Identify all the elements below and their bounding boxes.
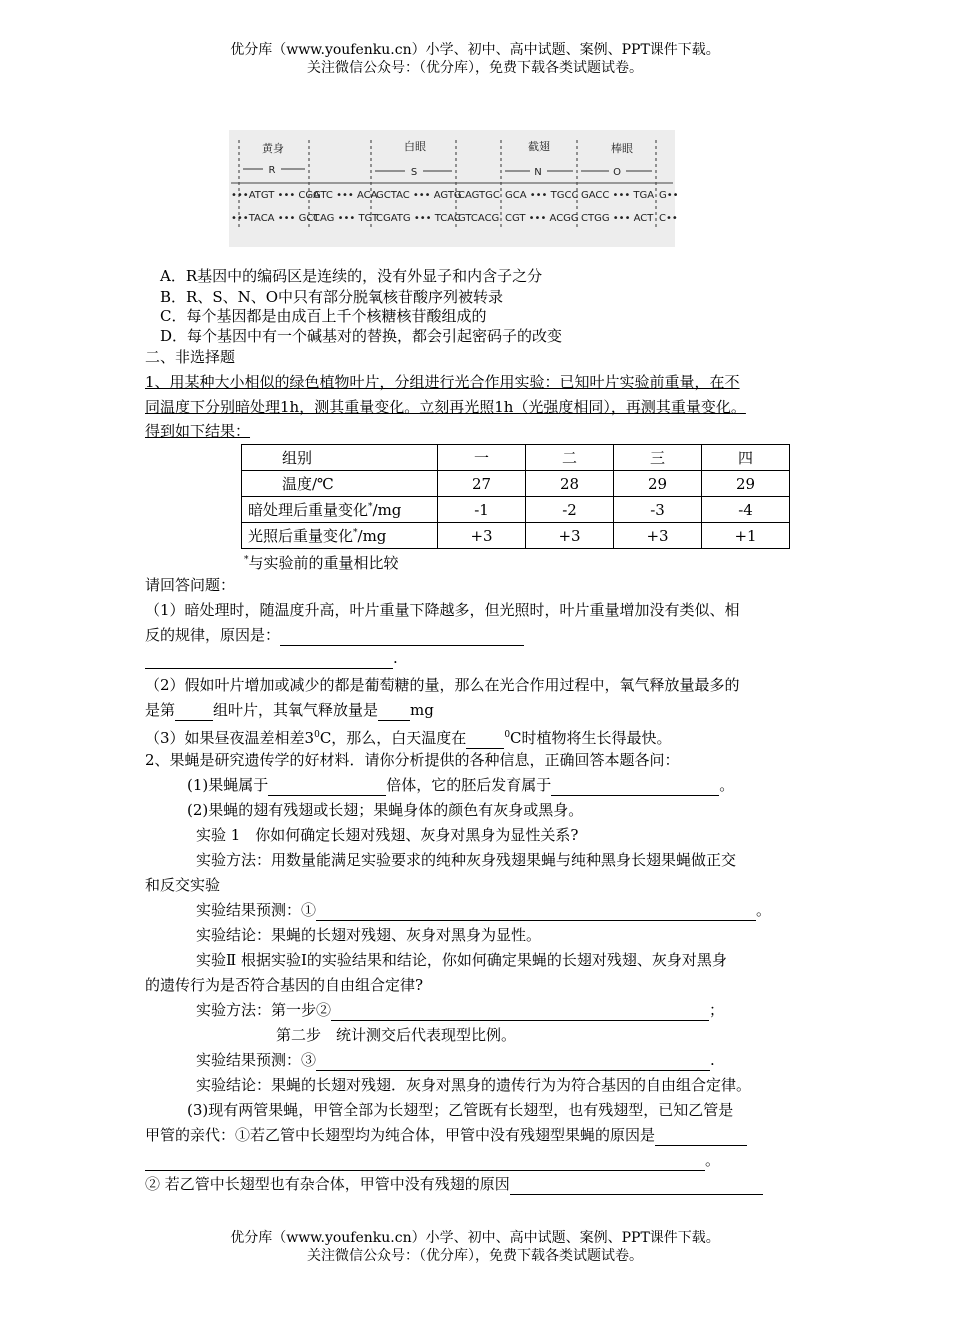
gene-sequence-figure <box>229 130 679 247</box>
q1-stem-1: 1、用某种大小相似的绿色植物叶片，分组进行光合作用实验：已知叶片实验前重量，在不 <box>145 373 740 391</box>
answer-blank[interactable] <box>655 1129 747 1146</box>
table-cell: 四 <box>702 445 790 471</box>
q1-part2-text: 是第 <box>145 701 176 719</box>
bottom-strand-seg: •••TACA ••• GCT <box>231 213 320 224</box>
q1-ask: 请回答问题： <box>145 576 236 594</box>
q2-sub3-b-text: 甲管的亲代：①若乙管中长翅型均为纯合体，甲管中没有残翅型果蝇的原因是 <box>145 1126 656 1144</box>
table-cell: -3 <box>614 497 702 523</box>
table-row <box>242 445 790 471</box>
exp1-method-a: 实验方法：用数量能满足实验要求的纯种灰身残翅果蝇与纯种黑身长翅果蝇做正交 <box>196 851 737 869</box>
q2-sub3-a: (3)现有两管果蝇，甲管全部为长翅型；乙管既有长翅型，也有残翅型，已知乙管是 <box>187 1101 734 1119</box>
top-strand-seg: •••ATGT ••• CGA <box>231 190 320 201</box>
q1-part2-b <box>145 699 825 721</box>
exp2-title-b: 的遗传行为是否符合基因的自由组合定律? <box>145 976 424 994</box>
option-d: D．每个基因中有一个碱基对的替换，都会引起密码子的改变 <box>160 327 563 345</box>
q2-sub3-c <box>145 1149 825 1171</box>
table-cell <box>242 497 438 523</box>
gene-letter-o: O <box>613 167 621 178</box>
table-cell: +1 <box>702 523 790 549</box>
table-cell <box>242 523 438 549</box>
answer-blank[interactable] <box>378 704 410 721</box>
table-row <box>242 471 790 497</box>
answer-blank[interactable] <box>280 629 524 646</box>
answer-blank[interactable] <box>331 1004 709 1021</box>
answer-blank[interactable] <box>316 904 756 921</box>
gene-name-bar: 棒眼 <box>611 142 633 155</box>
answer-blank[interactable] <box>510 1178 763 1195</box>
q2-sub3-d-text: ② 若乙管中长翅型也有杂合体，甲管中没有残翅的原因 <box>145 1175 510 1193</box>
option-a: A．R基因中的编码区是连续的，没有外显子和内含子之分 <box>160 267 543 285</box>
q1-part1-b <box>145 624 825 646</box>
exp2-step1-text: 实验方法：第一步② <box>196 1001 332 1019</box>
q2-stem: 2、果蝇是研究遗传学的好材料．请你分析提供的各种信息，正确回答本题各问： <box>145 751 680 769</box>
top-strand-seg: GACC ••• TGA <box>581 190 655 201</box>
gene-name-yellow: 黄身 <box>262 142 284 155</box>
exp2-prediction-text: 实验结果预测：③ <box>196 1051 317 1069</box>
dark-label: 暗处理后重量变化 <box>248 501 369 519</box>
bottom-strand-seg: CGATG ••• TCAC <box>376 213 461 224</box>
exp1-title: 实验 1 你如何确定长翅对残翅、灰身对黑身为显性关系? <box>196 826 579 844</box>
exp1-prediction-end: 。 <box>756 901 772 919</box>
top-strand-seg: GCTAC ••• AGTG <box>376 190 462 201</box>
exp2-step1-end: ； <box>709 1001 725 1019</box>
q2-sub1-text: 倍体，它的胚后发育属于 <box>386 776 552 794</box>
section-title: 二、非选择题 <box>145 348 236 366</box>
q1-part3-text: C时植物将生长得最快。 <box>510 729 672 747</box>
table-row <box>242 497 790 523</box>
answer-blank[interactable] <box>145 1154 705 1171</box>
gene-letter-r: R <box>268 165 276 176</box>
q1-part3 <box>145 724 825 749</box>
q1-part2-unit: mg <box>410 701 434 719</box>
q1-stem-3: 得到如下结果： <box>145 422 251 440</box>
degree-sup: 0 <box>314 730 320 740</box>
table-row <box>242 523 790 549</box>
gene-name-cut: 截翅 <box>528 140 550 153</box>
table-cell: +3 <box>526 523 614 549</box>
gene-name-white: 白眼 <box>404 140 426 153</box>
table-cell: -1 <box>438 497 526 523</box>
table-cell: -2 <box>526 497 614 523</box>
star-mark: * <box>244 555 249 565</box>
light-unit: /mg <box>357 527 387 545</box>
answer-blank[interactable] <box>175 704 213 721</box>
table-cell: 温度/℃ <box>242 471 438 497</box>
bottom-strand-seg: CGT ••• ACGG <box>505 213 579 224</box>
table-cell: +3 <box>438 523 526 549</box>
q2-sub3-b <box>145 1124 825 1146</box>
top-strand-seg: CAGTGC <box>458 190 500 201</box>
q2-sub3-c-end: 。 <box>705 1151 721 1169</box>
footer-line-1: 优分库（www.youfenku.cn）小学、初中、高中试题、案例、PPT课件下载。 <box>230 1230 720 1246</box>
table-note <box>244 549 924 574</box>
top-strand-seg: GCA ••• TGCC <box>505 190 579 201</box>
table-cell: 组别 <box>242 445 438 471</box>
q1-stem-2: 同温度下分别暗处理1h，测其重量变化。立刻再光照1h（光强度相同），再测其重量变化。 <box>145 398 746 416</box>
answer-blank[interactable] <box>316 1054 710 1071</box>
top-strand-seg: G•• <box>659 190 679 201</box>
q2-sub2: (2)果蝇的翅有残翅或长翅；果蝇身体的颜色有灰身或黑身。 <box>187 801 584 819</box>
exp2-title-a: 实验Ⅱ 根据实验Ⅰ的实验结果和结论，你如何确定果蝇的长翅对残翅、灰身对黑身 <box>196 951 727 969</box>
answer-blank[interactable] <box>551 779 719 796</box>
exp2-step2: 第二步 统计测交后代表现型比例。 <box>276 1026 517 1044</box>
exp2-conclusion: 实验结论：果蝇的长翅对残翅．灰身对黑身的遗传行为为符合基因的自由组合定律。 <box>196 1076 752 1094</box>
table-cell: -4 <box>702 497 790 523</box>
option-b: B．R、S、N、O中只有部分脱氧核苷酸序列被转录 <box>160 288 504 306</box>
answer-blank[interactable] <box>145 652 393 669</box>
gene-letter-n: N <box>534 167 542 178</box>
table-cell: 二 <box>526 445 614 471</box>
table-cell: 29 <box>614 471 702 497</box>
q2-sub1-text: 。 <box>719 776 735 794</box>
q2-sub1 <box>187 774 867 796</box>
gene-letter-s: S <box>410 167 418 178</box>
table-cell: 一 <box>438 445 526 471</box>
results-table <box>241 444 790 549</box>
q1-part3-text: C，那么，白天温度在 <box>319 729 467 747</box>
top-strand-seg: GTC ••• ACA <box>313 190 378 201</box>
table-cell: 29 <box>702 471 790 497</box>
exp1-prediction <box>196 899 876 921</box>
exp2-prediction-end: . <box>710 1051 715 1069</box>
q1-part1-c: . <box>145 647 825 669</box>
exp2-step1 <box>196 999 876 1021</box>
bottom-strand-seg: CAG ••• TGT <box>313 213 379 224</box>
answer-blank[interactable] <box>466 732 504 749</box>
table-note-text: 与实验前的重量相比较 <box>248 554 399 572</box>
q1-part2-text: 组叶片，其氧气释放量是 <box>213 701 379 719</box>
q1-part1-b-text: 反的规律，原因是： <box>145 626 281 644</box>
bottom-strand-seg: GTCACG <box>458 213 500 224</box>
bottom-strand-seg: C•• <box>659 213 678 224</box>
table-cell: 27 <box>438 471 526 497</box>
table-cell: 三 <box>614 445 702 471</box>
star-mark: * <box>368 502 373 512</box>
exp2-prediction <box>196 1049 876 1071</box>
table-cell: +3 <box>614 523 702 549</box>
light-label: 光照后重量变化 <box>248 527 354 545</box>
exp1-conclusion: 实验结论：果蝇的长翅对残翅、灰身对黑身为显性。 <box>196 926 542 944</box>
header-line-2: 关注微信公众号：（优分库），免费下载各类试题试卷。 <box>307 60 643 76</box>
q2-sub3-d <box>145 1173 825 1195</box>
q2-sub1-text: (1)果蝇属于 <box>187 776 269 794</box>
exp1-prediction-text: 实验结果预测：① <box>196 901 317 919</box>
degree-sup: 0 <box>504 730 511 740</box>
q1-part1-a: （1）暗处理时，随温度升高，叶片重量下降越多，但光照时，叶片重量增加没有类似、相 <box>145 601 740 619</box>
q1-part3-text: （3）如果昼夜温差相差3 <box>145 729 315 747</box>
header-line-1: 优分库（www.youfenku.cn）小学、初中、高中试题、案例、PPT课件下载。 <box>230 42 720 58</box>
star-mark: * <box>353 528 358 538</box>
dark-unit: /mg <box>372 501 402 519</box>
table-cell: 28 <box>526 471 614 497</box>
answer-blank[interactable] <box>268 779 386 796</box>
footer-line-2: 关注微信公众号：（优分库），免费下载各类试题试卷。 <box>307 1248 643 1264</box>
bottom-strand-seg: CTGG ••• ACT <box>581 213 654 224</box>
option-c: C．每个基因都是由成百上千个核糖核苷酸组成的 <box>160 307 487 325</box>
q1-part2-a: （2）假如叶片增加或减少的都是葡萄糖的量，那么在光合作用过程中，氧气释放量最多的 <box>145 676 740 694</box>
exp1-method-b: 和反交实验 <box>145 876 221 894</box>
